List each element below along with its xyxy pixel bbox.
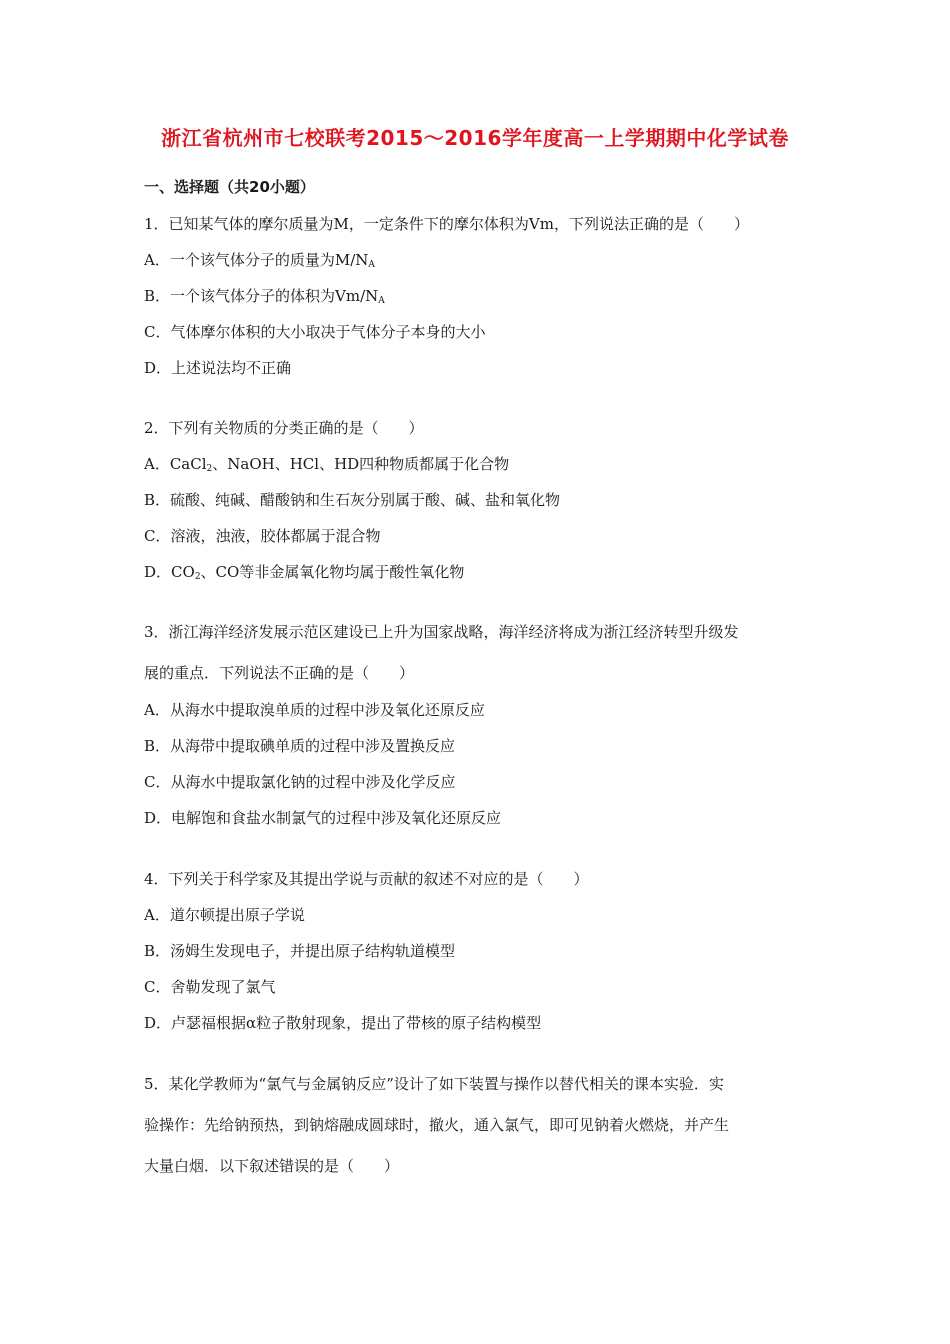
q5-stem-line-1: 5．某化学教师为“氯气与金属钠反应”设计了如下装置与操作以替代相关的课本实验．实 <box>144 1075 724 1093</box>
q1-option-b <box>144 285 385 306</box>
q2-option-a-text-2: 、NaOH、HCl、HD四种物质都属于化合物 <box>212 455 510 473</box>
exam-title: 浙江省杭州市七校联考2015～2016学年度高一上学期期中化学试卷 <box>161 126 789 150</box>
q4-option-b: B．汤姆生发现电子，并提出原子结构轨道模型 <box>144 942 456 960</box>
q3-option-a: A．从海水中提取溴单质的过程中涉及氧化还原反应 <box>144 701 485 719</box>
q4-option-a: A．道尔顿提出原子学说 <box>144 906 305 924</box>
q2-stem: 2．下列有关物质的分类正确的是（ ） <box>144 419 424 437</box>
q1-option-b-text: B．一个该气体分子的体积为Vm/N <box>144 287 379 305</box>
q3-option-c: C．从海水中提取氯化钠的过程中涉及化学反应 <box>144 773 456 791</box>
q2-option-b: B．硫酸、纯碱、醋酸钠和生石灰分别属于酸、碱、盐和氧化物 <box>144 491 561 509</box>
q1-option-c: C．气体摩尔体积的大小取决于气体分子本身的大小 <box>144 323 486 341</box>
q2-option-a-subscript: 2 <box>206 464 213 474</box>
q1-stem: 1．已知某气体的摩尔质量为M，一定条件下的摩尔体积为Vm，下列说法正确的是（ ） <box>144 215 749 233</box>
q2-option-d-text-1: D．CO <box>144 563 195 581</box>
q3-option-b: B．从海带中提取碘单质的过程中涉及置换反应 <box>144 737 456 755</box>
q2-option-a <box>144 453 509 474</box>
q2-option-d-text-2: 、CO等非金属氧化物均属于酸性氧化物 <box>200 563 465 581</box>
q1-option-b-subscript: A <box>378 296 385 306</box>
q3-option-d: D．电解饱和食盐水制氯气的过程中涉及氧化还原反应 <box>144 809 502 827</box>
section-heading: 一、选择题（共20小题） <box>144 178 315 196</box>
q2-option-d-subscript: 2 <box>194 572 201 582</box>
q2-option-c: C．溶液，浊液，胶体都属于混合物 <box>144 527 381 545</box>
q4-stem: 4．下列关于科学家及其提出学说与贡献的叙述不对应的是（ ） <box>144 870 589 888</box>
q4-option-d: D．卢瑟福根据α粒子散射现象，提出了带核的原子结构模型 <box>144 1014 542 1032</box>
q2-option-d <box>144 561 464 582</box>
q5-stem-line-2: 验操作：先给钠预热，到钠熔融成圆球时，撤火，通入氯气，即可见钠着火燃烧，并产生 <box>144 1116 730 1134</box>
q1-option-a-text: A．一个该气体分子的质量为M/N <box>144 251 369 269</box>
q1-option-d: D．上述说法均不正确 <box>144 359 292 377</box>
q5-stem-line-3: 大量白烟．以下叙述错误的是（ ） <box>144 1157 400 1175</box>
q1-option-a <box>144 249 375 270</box>
q3-stem-line-1: 3．浙江海洋经济发展示范区建设已上升为国家战略，海洋经济将成为浙江经济转型升级发 <box>144 623 739 641</box>
q1-option-a-subscript: A <box>368 260 375 270</box>
q4-option-c: C．舍勒发现了氯气 <box>144 978 276 996</box>
q2-option-a-text-1: A．CaCl <box>144 455 207 473</box>
q3-stem-line-2: 展的重点．下列说法不正确的是（ ） <box>144 664 415 682</box>
